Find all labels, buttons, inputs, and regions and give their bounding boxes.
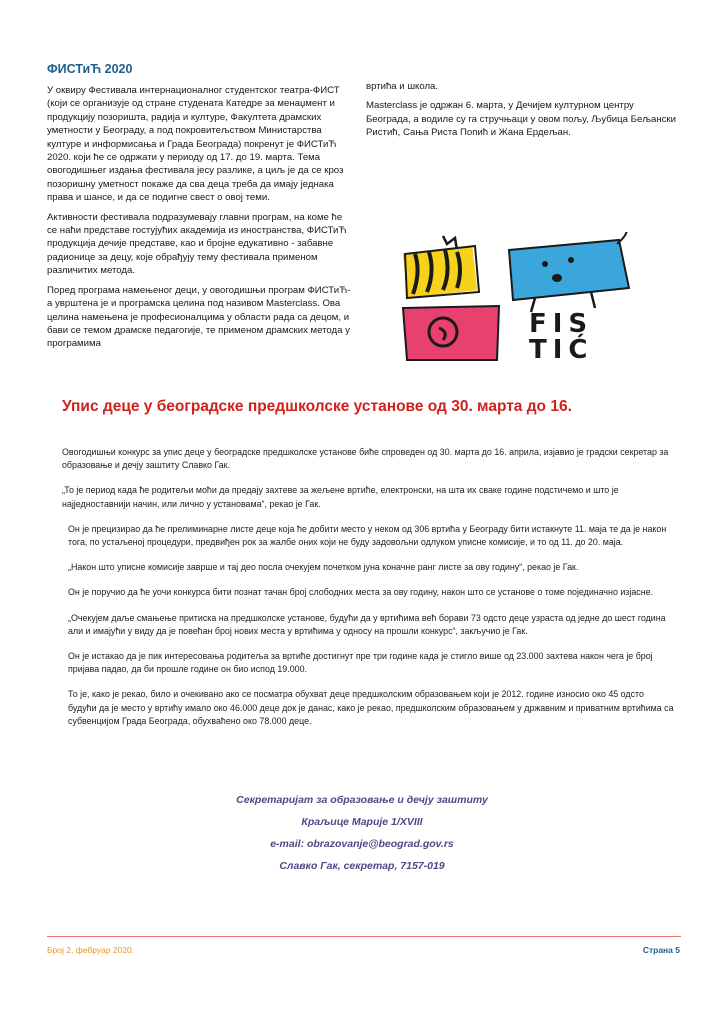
- article-paragraph: Он је истакао да је пик интересовања родитеља за вртиће достигнут пре три године када је стигло више од 23.000 захтева након чега је број пријава падао, да би прошле године он био испод 19.000.: [68, 651, 653, 675]
- contact-email[interactable]: e-mail: obrazovanje@beograd.gov.rs: [270, 838, 454, 850]
- festival-column-right: [366, 80, 676, 146]
- festival-paragraph: У оквиру Фестивала интернационалног студентског театра-ФИСТ (који се организује од стране студената Катедре за менаџмент и продукцију позоришта, радија и културе, Факултета драмских уметности у Београду, а под покровитељством Министарства културе и информисања и Града Београда) покренут је ФИСТиЋ 2020. који ће се одржати у периоду од 17. до 19. марта. Тема овогодишњег издања фестивала јесу разлике, а циљ је да се кроз позоришну уметност покаже да сва деца треба да имају једнака права и шансе, и да се подигне свест о овој теми.: [47, 85, 344, 204]
- festival-paragraph: Активности фестивала подразумевају главни програм, на коме ће се наћи представе гостујућих академија из иностранства, ФИСТиЋ продукција дечије представе, као и бројне едукативно - забавне радионице за децу, које обрађују тему фестивала применом различитих метода.: [47, 211, 347, 277]
- article-paragraph: „Након што уписне комисије заврше и тај део посла очекујем почетком јуна коначне ранг листе за ову годину“, рекао је Гак.: [68, 562, 579, 573]
- festival-paragraph: Поред програма намењеног деци, у овогодишњи програм ФИСТиЋ-а уврштена је и програмска целина под називом Masterclass. Ова целина намењена је професионалцима у области рада са децом, и бави се темом драмске педагогије, те применом драмских метода у програмима: [47, 284, 351, 350]
- article-paragraph: „Очекујем даље смањење притиска на предшколске установе, будући да у вртићима већ борави 73 одсто деце узраста од једне до шест година али и имајући у виду да је повећан број нових места у вртићима у односу на прошли конкурс“, закључио је Гак.: [68, 612, 666, 636]
- article-paragraph: Он је прецизирао да ће прелиминарне листе деце која ће добити место у неком од 306 вртића у Београду бити истакнуте 11. маја те да је након тога, по устаљеној процедури, предвиђен рок за жалбе оних који не буду задовољни одлуком уписне комисије, и то од 11. до 20. маја.: [68, 523, 667, 548]
- contact-address: Краљице Марије 1/XVIII: [301, 816, 423, 828]
- pink-eye-icon: [403, 306, 499, 360]
- fistic-logo: [395, 232, 635, 362]
- contact-person: Славко Гак, секретар, 7157-019: [279, 860, 445, 872]
- article-paragraph: Он је поручио да ће уочи конкурса бити познат тачан број слободних места за ову годину, након што се установе о томе појединачно изјасне.: [68, 587, 654, 598]
- blue-face-icon: [509, 232, 629, 312]
- logo-text-line2: TIĆ: [529, 335, 594, 362]
- article-headline: Упис деце у београдске предшколске установе од 30. марта до 16.: [62, 398, 572, 415]
- contact-block: [0, 789, 724, 877]
- article-body: [62, 446, 674, 740]
- yellow-bag-icon: [403, 236, 479, 298]
- festival-paragraph: Masterclass је одржан 6. марта, у Дечијем културном центру Београда, а водиле су га стручњаци у овом пољу, Љубица Бељански Ристић, Сања Риста Попић и Жана Ердељан.: [366, 100, 676, 139]
- footer-issue: Број 2, фебруар 2020.: [47, 945, 135, 955]
- footer-divider: [47, 936, 681, 937]
- logo-text-line1: FIS: [529, 309, 594, 339]
- festival-paragraph: вртића и школа.: [366, 81, 439, 92]
- festival-column-left: [47, 84, 352, 357]
- footer-page-number: Страна 5: [642, 945, 680, 955]
- article-paragraph: То је, како је рекао, било и очекивано ако се посматра обухват деце предшколским образовањем који је 2012. године износио око 45 одсто будући да је место у вртићу имало око 46.000 деце док је данас, како је рекао, предшколским образовањем у државним и приватним вртићима са субвенцијом Града Београда, обухваћено око 78.000 деце.: [68, 689, 674, 726]
- article-paragraph: „То је период када ће родитељи моћи да предају захтеве за жељене вртиће, електронски, на шта их сваке године подстичемо и што је најједноставнији начин, или лично у установама“, рекао је Гак.: [62, 485, 619, 509]
- contact-office: Секретаријат за образовање и дечју заштиту: [236, 794, 488, 806]
- festival-title: ФИСТиЋ 2020: [47, 62, 133, 76]
- article-paragraph: Овогодишњи конкурс за упис деце у београдске предшколске установе биће спроведен од 30. марта до 16. априла, изјавио је градски секретар за образовање и дечју заштиту Славко Гак.: [62, 447, 669, 471]
